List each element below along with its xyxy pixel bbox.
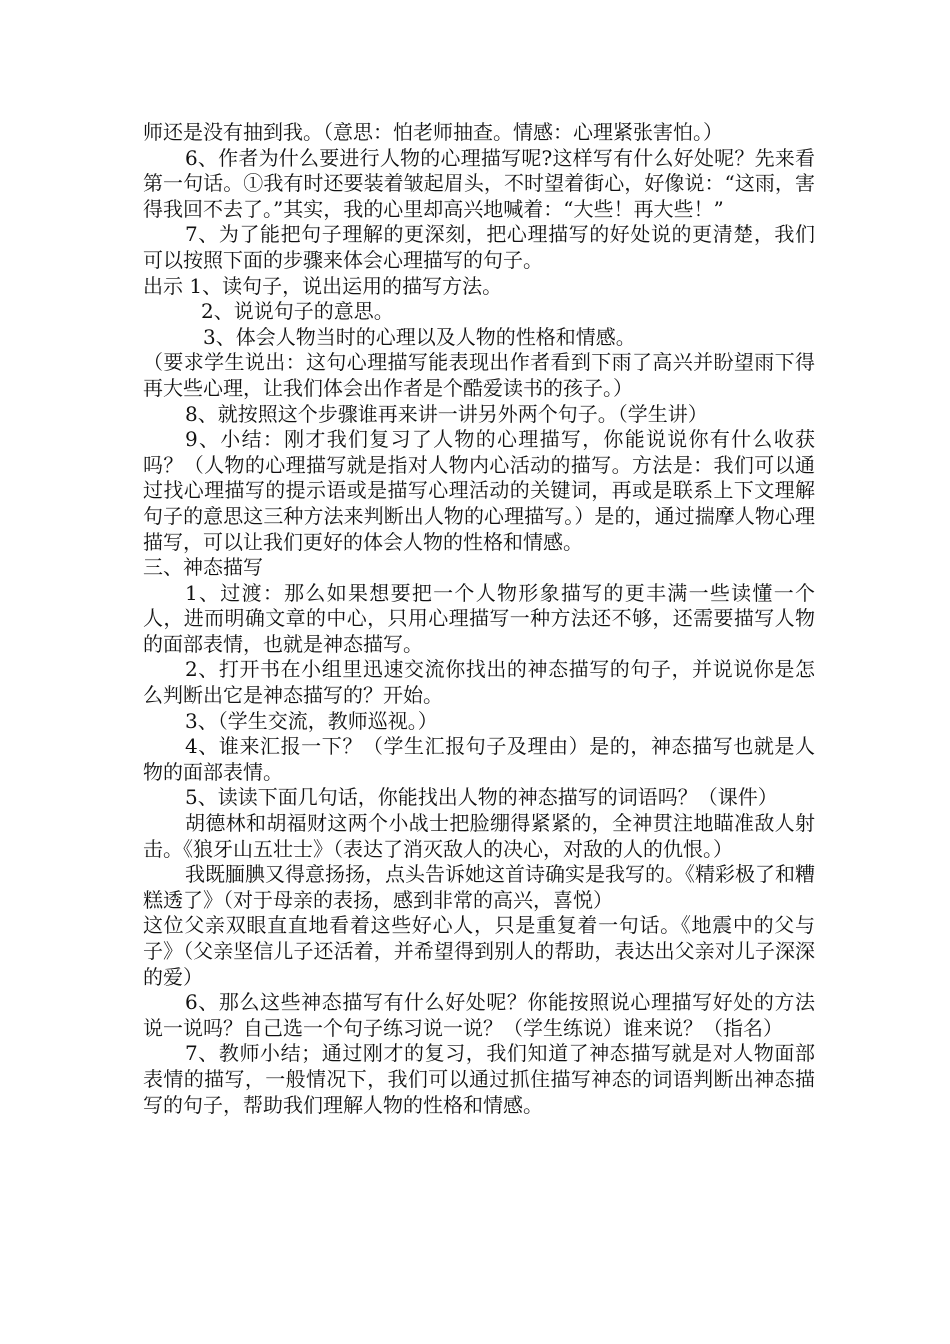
paragraph: 9、小结：刚才我们复习了人物的心理描写，你能说说你有什么收获吗？（人物的心理描写就是指对人物内心活动的描写。方法是：我们可以通过找心理描写的提示语或是描写心理活动的关键词，再或是联系上下文理解句子的意思这三种方法来判断出人物的心理描写。）是的，通过揣摩人物心理描写，可以让我们更好的体会人物的性格和情感。 [143, 427, 815, 554]
paragraph: 2、说说句子的意思。 [201, 299, 394, 324]
paragraph: 7、教师小结；通过刚才的复习，我们知道了神态描写就是对人物面部表情的描写，一般情况下，我们可以通过抓住描写神态的词语判断出神态描写的句子，帮助我们理解人物的性格和情感。 [143, 1041, 815, 1117]
example-sentence: 我既腼腆又得意扬扬，点头告诉她这首诗确实是我写的。《精彩极了和糟糕透了》（对于母亲的表扬，感到非常的高兴，喜悦） [143, 862, 815, 912]
paragraph: 师还是没有抽到我。（意思：怕老师抽查。情感：心理紧张害怕。） [143, 120, 723, 144]
paragraph: 4、谁来汇报一下？（学生汇报句子及理由）是的，神态描写也就是人物的面部表情。 [143, 734, 815, 784]
paragraph: 2、打开书在小组里迅速交流你找出的神态描写的句子，并说说你是怎么判断出它是神态描写的？开始。 [143, 657, 815, 708]
example-sentence: 胡德林和胡福财这两个小战士把脸绷得紧紧的，全神贯注地瞄准敌人射击。《狼牙山五壮士》（表达了消灭敌人的决心，对敌的人的仇恨。） [143, 811, 815, 861]
paragraph: （要求学生说出：这句心理描写能表现出作者看到下雨了高兴并盼望雨下得再大些心理，让我们体会出作者是个酷爱读书的孩子。） [143, 350, 815, 400]
section-heading: 三、神态描写 [143, 555, 263, 580]
paragraph: 7、为了能把句子理解的更深刻，把心理描写的好处说的更清楚，我们可以按照下面的步骤来体会心理描写的句子。 [143, 222, 815, 272]
paragraph: 出示 1、读句子，说出运用的描写方法。 [143, 273, 503, 298]
paragraph: 6、作者为什么要进行人物的心理描写呢?这样写有什么好处呢？先来看第一句话。①我有时还要装着皱起眉头，不时望着街心，好像说：“这雨，害得我回不去了。”其实，我的心里却高兴地喊着：“大些！再大些！” [143, 145, 815, 221]
document-page [143, 120, 815, 1118]
paragraph: 1、过渡：那么如果想要把一个人物形象描写的更丰满一些读懂一个人，进而明确文章的中心，只用心理描写一种方法还不够，还需要描写人物的面部表情，也就是神态描写。 [143, 580, 815, 656]
paragraph: 3、体会人物当时的心理以及人物的性格和情感。 [203, 324, 636, 349]
paragraph: 8、就按照这个步骤谁再来讲一讲另外两个句子。（学生讲） [185, 401, 708, 426]
paragraph: 5、读读下面几句话，你能找出人物的神态描写的词语吗？（课件） [185, 785, 778, 810]
example-sentence: 这位父亲双眼直直地看着这些好心人，只是重复着一句话。《地震中的父与子》（父亲坚信儿子还活着，并希望得到别人的帮助，表达出父亲对儿子深深的爱） [143, 913, 815, 989]
paragraph: 3、（学生交流，教师巡视。） [185, 708, 438, 733]
paragraph: 6、那么这些神态描写有什么好处呢？你能按照说心理描写好处的方法说一说吗？自己选一个句子练习说一说？（学生练说）谁来说？（指名） [143, 990, 815, 1040]
